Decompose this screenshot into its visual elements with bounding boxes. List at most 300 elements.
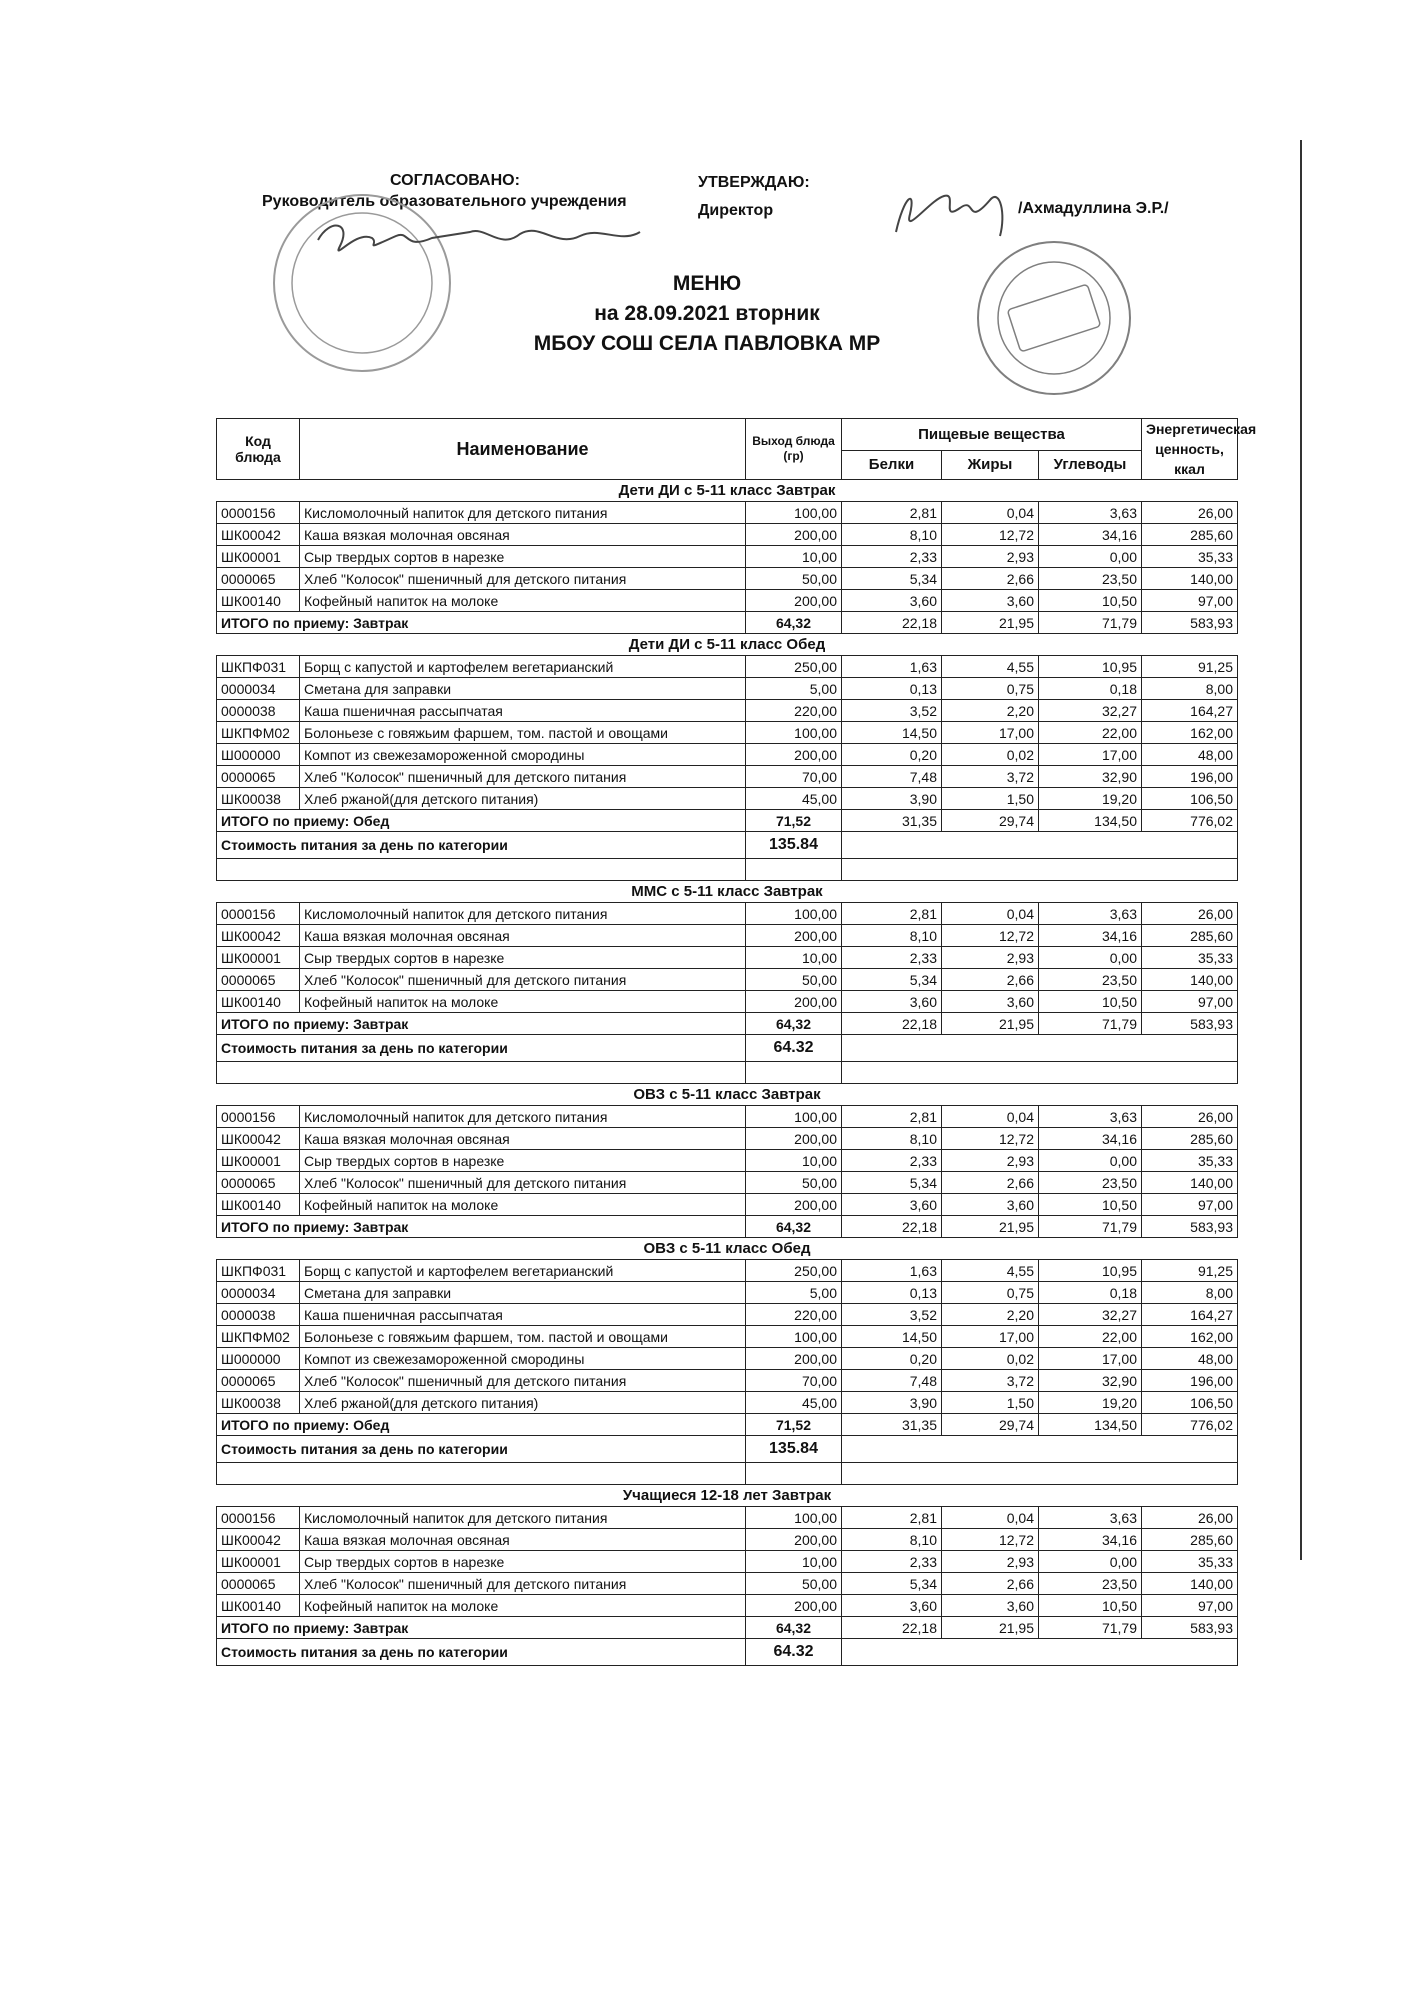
dish-name: Болоньезе с говяжьим фаршем, том. пастой и овощами (300, 1326, 746, 1348)
dish-protein: 5,34 (842, 568, 942, 590)
meal-total-kcal: 583,93 (1142, 612, 1238, 634)
dish-weight: 5,00 (746, 1282, 842, 1304)
col-weight-header: Выход блюда (гр) (746, 419, 842, 480)
dish-carbs: 0,00 (1039, 1551, 1142, 1573)
dish-protein: 0,20 (842, 744, 942, 766)
daily-cost-value: 135.84 (746, 1436, 842, 1463)
dish-fat: 2,93 (942, 947, 1039, 969)
dish-kcal: 196,00 (1142, 1370, 1238, 1392)
dish-row (217, 1150, 1238, 1172)
approve-role: Директор (698, 202, 774, 219)
dish-carbs: 10,50 (1039, 1595, 1142, 1617)
meal-total-kcal: 583,93 (1142, 1216, 1238, 1238)
dish-row (217, 1529, 1238, 1551)
meal-total-carbs: 71,79 (1039, 1216, 1142, 1238)
dish-row (217, 947, 1238, 969)
section-title-row (217, 1084, 1238, 1106)
dish-weight: 200,00 (746, 1529, 842, 1551)
daily-cost-row (217, 1436, 1238, 1463)
dish-kcal: 285,60 (1142, 1128, 1238, 1150)
dish-name: Борщ с капустой и картофелем вегетарианский (300, 656, 746, 678)
dish-kcal: 48,00 (1142, 744, 1238, 766)
dish-kcal: 26,00 (1142, 903, 1238, 925)
dish-weight: 50,00 (746, 1573, 842, 1595)
spacer-cell (217, 859, 746, 881)
daily-cost-value: 64.32 (746, 1639, 842, 1666)
dish-fat: 0,04 (942, 502, 1039, 524)
section-title-row (217, 480, 1238, 502)
dish-fat: 0,75 (942, 678, 1039, 700)
spacer-cell (217, 1062, 746, 1084)
dish-weight: 200,00 (746, 1128, 842, 1150)
dish-protein: 2,33 (842, 947, 942, 969)
dish-fat: 12,72 (942, 925, 1039, 947)
dish-row (217, 700, 1238, 722)
spacer-row (217, 859, 1238, 881)
dish-row (217, 546, 1238, 568)
dish-weight: 200,00 (746, 1348, 842, 1370)
dish-row (217, 590, 1238, 612)
dish-fat: 17,00 (942, 722, 1039, 744)
dish-fat: 0,04 (942, 1106, 1039, 1128)
dish-name: Каша вязкая молочная овсяная (300, 524, 746, 546)
dish-kcal: 140,00 (1142, 969, 1238, 991)
dish-row (217, 969, 1238, 991)
dish-code: 0000038 (217, 1304, 300, 1326)
dish-fat: 2,66 (942, 1172, 1039, 1194)
dish-weight: 200,00 (746, 1194, 842, 1216)
dish-protein: 3,60 (842, 1194, 942, 1216)
dish-row (217, 1348, 1238, 1370)
dish-protein: 0,20 (842, 1348, 942, 1370)
dish-row (217, 1282, 1238, 1304)
dish-fat: 3,72 (942, 766, 1039, 788)
approve-name: /Ахмадуллина Э.Р./ (1018, 200, 1169, 217)
dish-code: Ш000000 (217, 744, 300, 766)
dish-carbs: 32,27 (1039, 1304, 1142, 1326)
dish-name: Каша вязкая молочная овсяная (300, 1529, 746, 1551)
dish-row (217, 903, 1238, 925)
dish-carbs: 0,00 (1039, 546, 1142, 568)
dish-weight: 220,00 (746, 700, 842, 722)
meal-total-kcal: 776,02 (1142, 810, 1238, 832)
dish-name: Кисломолочный напиток для детского питания (300, 1507, 746, 1529)
dish-carbs: 3,63 (1039, 903, 1142, 925)
dish-carbs: 32,27 (1039, 700, 1142, 722)
meal-total-weight: 64,32 (746, 1013, 842, 1035)
dish-code: ШКПФ031 (217, 1260, 300, 1282)
dish-code: ШК00042 (217, 1128, 300, 1150)
meal-total-weight: 64,32 (746, 1617, 842, 1639)
dish-name: Болоньезе с говяжьим фаршем, том. пастой и овощами (300, 722, 746, 744)
dish-carbs: 0,18 (1039, 1282, 1142, 1304)
dish-name: Хлеб "Колосок" пшеничный для детского питания (300, 1573, 746, 1595)
daily-cost-row (217, 1639, 1238, 1666)
dish-kcal: 97,00 (1142, 1194, 1238, 1216)
dish-name: Сыр твердых сортов в нарезке (300, 1551, 746, 1573)
dish-fat: 2,66 (942, 568, 1039, 590)
dish-weight: 100,00 (746, 1326, 842, 1348)
meal-total-row (217, 1216, 1238, 1238)
dish-carbs: 32,90 (1039, 766, 1142, 788)
dish-name: Компот из свежезамороженной смородины (300, 744, 746, 766)
dish-carbs: 10,50 (1039, 1194, 1142, 1216)
dish-protein: 3,90 (842, 1392, 942, 1414)
dish-code: ШК00042 (217, 1529, 300, 1551)
daily-cost-empty (842, 832, 1238, 859)
menu-table-body (217, 480, 1238, 1666)
dish-weight: 70,00 (746, 1370, 842, 1392)
meal-total-protein: 22,18 (842, 1617, 942, 1639)
dish-fat: 3,60 (942, 991, 1039, 1013)
dish-row (217, 1260, 1238, 1282)
dish-protein: 8,10 (842, 524, 942, 546)
dish-kcal: 164,27 (1142, 700, 1238, 722)
dish-weight: 200,00 (746, 925, 842, 947)
dish-fat: 17,00 (942, 1326, 1039, 1348)
dish-weight: 45,00 (746, 788, 842, 810)
dish-kcal: 140,00 (1142, 568, 1238, 590)
meal-total-label: ИТОГО по приему: Завтрак (217, 1617, 746, 1639)
section-title: ОВЗ с 5-11 класс Завтрак (217, 1084, 1238, 1106)
meal-total-row (217, 1013, 1238, 1035)
daily-cost-label: Стоимость питания за день по категории (217, 1639, 746, 1666)
daily-cost-label: Стоимость питания за день по категории (217, 832, 746, 859)
dish-code: 0000156 (217, 903, 300, 925)
col-energy-header: Энергетическая ценность, ккал (1142, 419, 1238, 480)
dish-protein: 2,33 (842, 546, 942, 568)
dish-code: 0000034 (217, 1282, 300, 1304)
dish-weight: 10,00 (746, 546, 842, 568)
spacer-row (217, 1463, 1238, 1485)
dish-carbs: 19,20 (1039, 788, 1142, 810)
dish-name: Кофейный напиток на молоке (300, 1595, 746, 1617)
dish-carbs: 23,50 (1039, 969, 1142, 991)
meal-total-protein: 22,18 (842, 1013, 942, 1035)
signatures-and-stamps (0, 0, 1414, 420)
dish-row (217, 1106, 1238, 1128)
dish-row (217, 744, 1238, 766)
spacer-cell (746, 859, 842, 881)
agreed-role: Руководитель образовательного учреждения (262, 193, 627, 210)
meal-total-label: ИТОГО по приему: Завтрак (217, 612, 746, 634)
menu-title: МЕНЮ (672, 272, 742, 295)
signature-right (896, 196, 1002, 236)
daily-cost-empty (842, 1639, 1238, 1666)
dish-row (217, 722, 1238, 744)
meal-total-fat: 21,95 (942, 1216, 1039, 1238)
dish-fat: 2,93 (942, 546, 1039, 568)
dish-carbs: 34,16 (1039, 524, 1142, 546)
dish-name: Компот из свежезамороженной смородины (300, 1348, 746, 1370)
dish-carbs: 10,50 (1039, 590, 1142, 612)
dish-name: Сметана для заправки (300, 678, 746, 700)
dish-kcal: 97,00 (1142, 590, 1238, 612)
dish-code: ШК00001 (217, 1551, 300, 1573)
meal-total-carbs: 134,50 (1039, 810, 1142, 832)
school-name: МБОУ СОШ СЕЛА ПАВЛОВКА МР (533, 332, 881, 355)
dish-name: Хлеб "Колосок" пшеничный для детского питания (300, 1370, 746, 1392)
daily-cost-value: 64.32 (746, 1035, 842, 1062)
dish-row (217, 1128, 1238, 1150)
meal-total-row (217, 1414, 1238, 1436)
dish-protein: 3,90 (842, 788, 942, 810)
section-title: ММС с 5-11 класс Завтрак (217, 881, 1238, 903)
dish-code: ШКПФМ02 (217, 1326, 300, 1348)
col-nutrients-header: Пищевые вещества (842, 419, 1142, 451)
meal-total-weight: 71,52 (746, 810, 842, 832)
daily-cost-row (217, 1035, 1238, 1062)
dish-code: 0000156 (217, 1507, 300, 1529)
meal-total-fat: 29,74 (942, 810, 1039, 832)
dish-kcal: 285,60 (1142, 925, 1238, 947)
dish-carbs: 3,63 (1039, 1507, 1142, 1529)
dish-name: Кисломолочный напиток для детского питания (300, 502, 746, 524)
approve-label: УТВЕРЖДАЮ: (698, 174, 810, 191)
dish-weight: 100,00 (746, 722, 842, 744)
daily-cost-empty (842, 1035, 1238, 1062)
dish-fat: 1,50 (942, 1392, 1039, 1414)
dish-protein: 3,60 (842, 991, 942, 1013)
dish-code: ШК00140 (217, 991, 300, 1013)
dish-kcal: 8,00 (1142, 1282, 1238, 1304)
dish-kcal: 35,33 (1142, 1551, 1238, 1573)
dish-fat: 2,66 (942, 969, 1039, 991)
col-fat-header: Жиры (942, 451, 1039, 480)
dish-protein: 2,81 (842, 903, 942, 925)
dish-code: 0000038 (217, 700, 300, 722)
dish-name: Каша пшеничная рассыпчатая (300, 1304, 746, 1326)
dish-kcal: 48,00 (1142, 1348, 1238, 1370)
dish-carbs: 32,90 (1039, 1370, 1142, 1392)
dish-kcal: 35,33 (1142, 1150, 1238, 1172)
dish-name: Каша вязкая молочная овсяная (300, 925, 746, 947)
dish-protein: 14,50 (842, 722, 942, 744)
section-title-row (217, 1238, 1238, 1260)
dish-name: Кофейный напиток на молоке (300, 590, 746, 612)
dish-protein: 5,34 (842, 969, 942, 991)
dish-fat: 1,50 (942, 788, 1039, 810)
dish-fat: 0,75 (942, 1282, 1039, 1304)
dish-code: 0000065 (217, 1172, 300, 1194)
section-title: Учащиеся 12-18 лет Завтрак (217, 1485, 1238, 1507)
dish-row (217, 502, 1238, 524)
dish-fat: 3,60 (942, 590, 1039, 612)
dish-fat: 12,72 (942, 524, 1039, 546)
dish-carbs: 22,00 (1039, 1326, 1142, 1348)
dish-code: 0000065 (217, 969, 300, 991)
dish-fat: 4,55 (942, 656, 1039, 678)
dish-carbs: 0,00 (1039, 1150, 1142, 1172)
dish-kcal: 26,00 (1142, 1507, 1238, 1529)
dish-protein: 14,50 (842, 1326, 942, 1348)
meal-total-fat: 21,95 (942, 612, 1039, 634)
menu-date: на 28.09.2021 вторник (594, 302, 820, 325)
dish-kcal: 140,00 (1142, 1573, 1238, 1595)
signature-left (318, 226, 640, 251)
dish-row (217, 1194, 1238, 1216)
dish-carbs: 22,00 (1039, 722, 1142, 744)
dish-row (217, 1392, 1238, 1414)
col-protein-header: Белки (842, 451, 942, 480)
page-edge-line (1300, 140, 1302, 1560)
meal-total-weight: 71,52 (746, 1414, 842, 1436)
dish-kcal: 91,25 (1142, 1260, 1238, 1282)
dish-code: ШК00042 (217, 524, 300, 546)
meal-total-fat: 21,95 (942, 1617, 1039, 1639)
dish-code: ШК00042 (217, 925, 300, 947)
dish-weight: 45,00 (746, 1392, 842, 1414)
dish-carbs: 10,95 (1039, 1260, 1142, 1282)
dish-name: Хлеб ржаной(для детского питания) (300, 788, 746, 810)
daily-cost-value: 135.84 (746, 832, 842, 859)
menu-table-header (217, 419, 1257, 480)
dish-fat: 3,60 (942, 1595, 1039, 1617)
meal-total-protein: 31,35 (842, 1414, 942, 1436)
dish-kcal: 35,33 (1142, 546, 1238, 568)
dish-row (217, 524, 1238, 546)
daily-cost-row (217, 832, 1238, 859)
dish-protein: 8,10 (842, 925, 942, 947)
dish-protein: 2,81 (842, 1106, 942, 1128)
dish-name: Хлеб "Колосок" пшеничный для детского питания (300, 568, 746, 590)
spacer-cell (746, 1062, 842, 1084)
dish-name: Борщ с капустой и картофелем вегетарианский (300, 1260, 746, 1282)
meal-total-label: ИТОГО по приему: Завтрак (217, 1216, 746, 1238)
spacer-row (217, 1062, 1238, 1084)
dish-carbs: 19,20 (1039, 1392, 1142, 1414)
dish-row (217, 925, 1238, 947)
dish-kcal: 91,25 (1142, 656, 1238, 678)
meal-total-protein: 22,18 (842, 1216, 942, 1238)
meal-total-weight: 64,32 (746, 612, 842, 634)
dish-name: Каша пшеничная рассыпчатая (300, 700, 746, 722)
dish-name: Кисломолочный напиток для детского питания (300, 1106, 746, 1128)
dish-fat: 2,66 (942, 1573, 1039, 1595)
dish-protein: 2,81 (842, 1507, 942, 1529)
dish-weight: 200,00 (746, 744, 842, 766)
dish-kcal: 8,00 (1142, 678, 1238, 700)
dish-weight: 200,00 (746, 590, 842, 612)
meal-total-weight: 64,32 (746, 1216, 842, 1238)
meal-total-carbs: 134,50 (1039, 1414, 1142, 1436)
dish-code: ШК00038 (217, 1392, 300, 1414)
dish-name: Сыр твердых сортов в нарезке (300, 1150, 746, 1172)
dish-carbs: 3,63 (1039, 1106, 1142, 1128)
dish-protein: 1,63 (842, 656, 942, 678)
dish-carbs: 10,50 (1039, 991, 1142, 1013)
dish-weight: 50,00 (746, 1172, 842, 1194)
dish-name: Хлеб "Колосок" пшеничный для детского питания (300, 969, 746, 991)
dish-weight: 50,00 (746, 568, 842, 590)
dish-code: ШК00140 (217, 1194, 300, 1216)
meal-total-kcal: 776,02 (1142, 1414, 1238, 1436)
dish-weight: 70,00 (746, 766, 842, 788)
dish-protein: 7,48 (842, 766, 942, 788)
dish-protein: 2,81 (842, 502, 942, 524)
dish-fat: 0,02 (942, 1348, 1039, 1370)
dish-carbs: 17,00 (1039, 744, 1142, 766)
dish-code: 0000065 (217, 766, 300, 788)
daily-cost-empty (842, 1436, 1238, 1463)
dish-weight: 50,00 (746, 969, 842, 991)
section-title: ОВЗ с 5-11 класс Обед (217, 1238, 1238, 1260)
dish-protein: 2,33 (842, 1551, 942, 1573)
dish-carbs: 23,50 (1039, 568, 1142, 590)
spacer-cell (842, 1463, 1238, 1485)
meal-total-row (217, 810, 1238, 832)
dish-weight: 200,00 (746, 991, 842, 1013)
dish-code: 0000065 (217, 1370, 300, 1392)
meal-total-kcal: 583,93 (1142, 1013, 1238, 1035)
dish-row (217, 1326, 1238, 1348)
meal-total-kcal: 583,93 (1142, 1617, 1238, 1639)
meal-total-carbs: 71,79 (1039, 1617, 1142, 1639)
meal-total-carbs: 71,79 (1039, 1013, 1142, 1035)
dish-name: Хлеб "Колосок" пшеничный для детского питания (300, 1172, 746, 1194)
dish-weight: 220,00 (746, 1304, 842, 1326)
col-carbs-header: Углеводы (1039, 451, 1142, 480)
dish-row (217, 656, 1238, 678)
spacer-cell (217, 1463, 746, 1485)
dish-code: ШКПФМ02 (217, 722, 300, 744)
dish-code: ШК00001 (217, 546, 300, 568)
dish-carbs: 0,00 (1039, 947, 1142, 969)
dish-name: Кофейный напиток на молоке (300, 991, 746, 1013)
dish-protein: 0,13 (842, 1282, 942, 1304)
dish-fat: 2,93 (942, 1150, 1039, 1172)
dish-carbs: 3,63 (1039, 502, 1142, 524)
meal-total-fat: 29,74 (942, 1414, 1039, 1436)
section-title: Дети ДИ с 5-11 класс Обед (217, 634, 1238, 656)
meal-total-row (217, 1617, 1238, 1639)
dish-weight: 100,00 (746, 1106, 842, 1128)
dish-fat: 2,93 (942, 1551, 1039, 1573)
dish-fat: 4,55 (942, 1260, 1039, 1282)
dish-row (217, 788, 1238, 810)
dish-weight: 250,00 (746, 656, 842, 678)
meal-total-row (217, 612, 1238, 634)
dish-carbs: 17,00 (1039, 1348, 1142, 1370)
dish-fat: 12,72 (942, 1529, 1039, 1551)
dish-kcal: 162,00 (1142, 722, 1238, 744)
meal-total-fat: 21,95 (942, 1013, 1039, 1035)
dish-row (217, 568, 1238, 590)
menu-table (216, 418, 1257, 1666)
dish-name: Сыр твердых сортов в нарезке (300, 947, 746, 969)
dish-row (217, 1370, 1238, 1392)
col-name-header: Наименование (300, 419, 746, 480)
dish-kcal: 140,00 (1142, 1172, 1238, 1194)
meal-total-protein: 31,35 (842, 810, 942, 832)
dish-fat: 2,20 (942, 700, 1039, 722)
dish-protein: 3,52 (842, 700, 942, 722)
dish-code: ШК00140 (217, 590, 300, 612)
dish-weight: 200,00 (746, 524, 842, 546)
dish-protein: 3,52 (842, 1304, 942, 1326)
dish-code: ШК00140 (217, 1595, 300, 1617)
dish-name: Сметана для заправки (300, 1282, 746, 1304)
meal-total-label: ИТОГО по приему: Обед (217, 1414, 746, 1436)
dish-code: 0000034 (217, 678, 300, 700)
dish-carbs: 34,16 (1039, 1529, 1142, 1551)
dish-kcal: 164,27 (1142, 1304, 1238, 1326)
dish-kcal: 26,00 (1142, 502, 1238, 524)
dish-carbs: 0,18 (1039, 678, 1142, 700)
dish-code: ШК00001 (217, 947, 300, 969)
dish-protein: 3,60 (842, 590, 942, 612)
meal-total-label: ИТОГО по приему: Обед (217, 810, 746, 832)
